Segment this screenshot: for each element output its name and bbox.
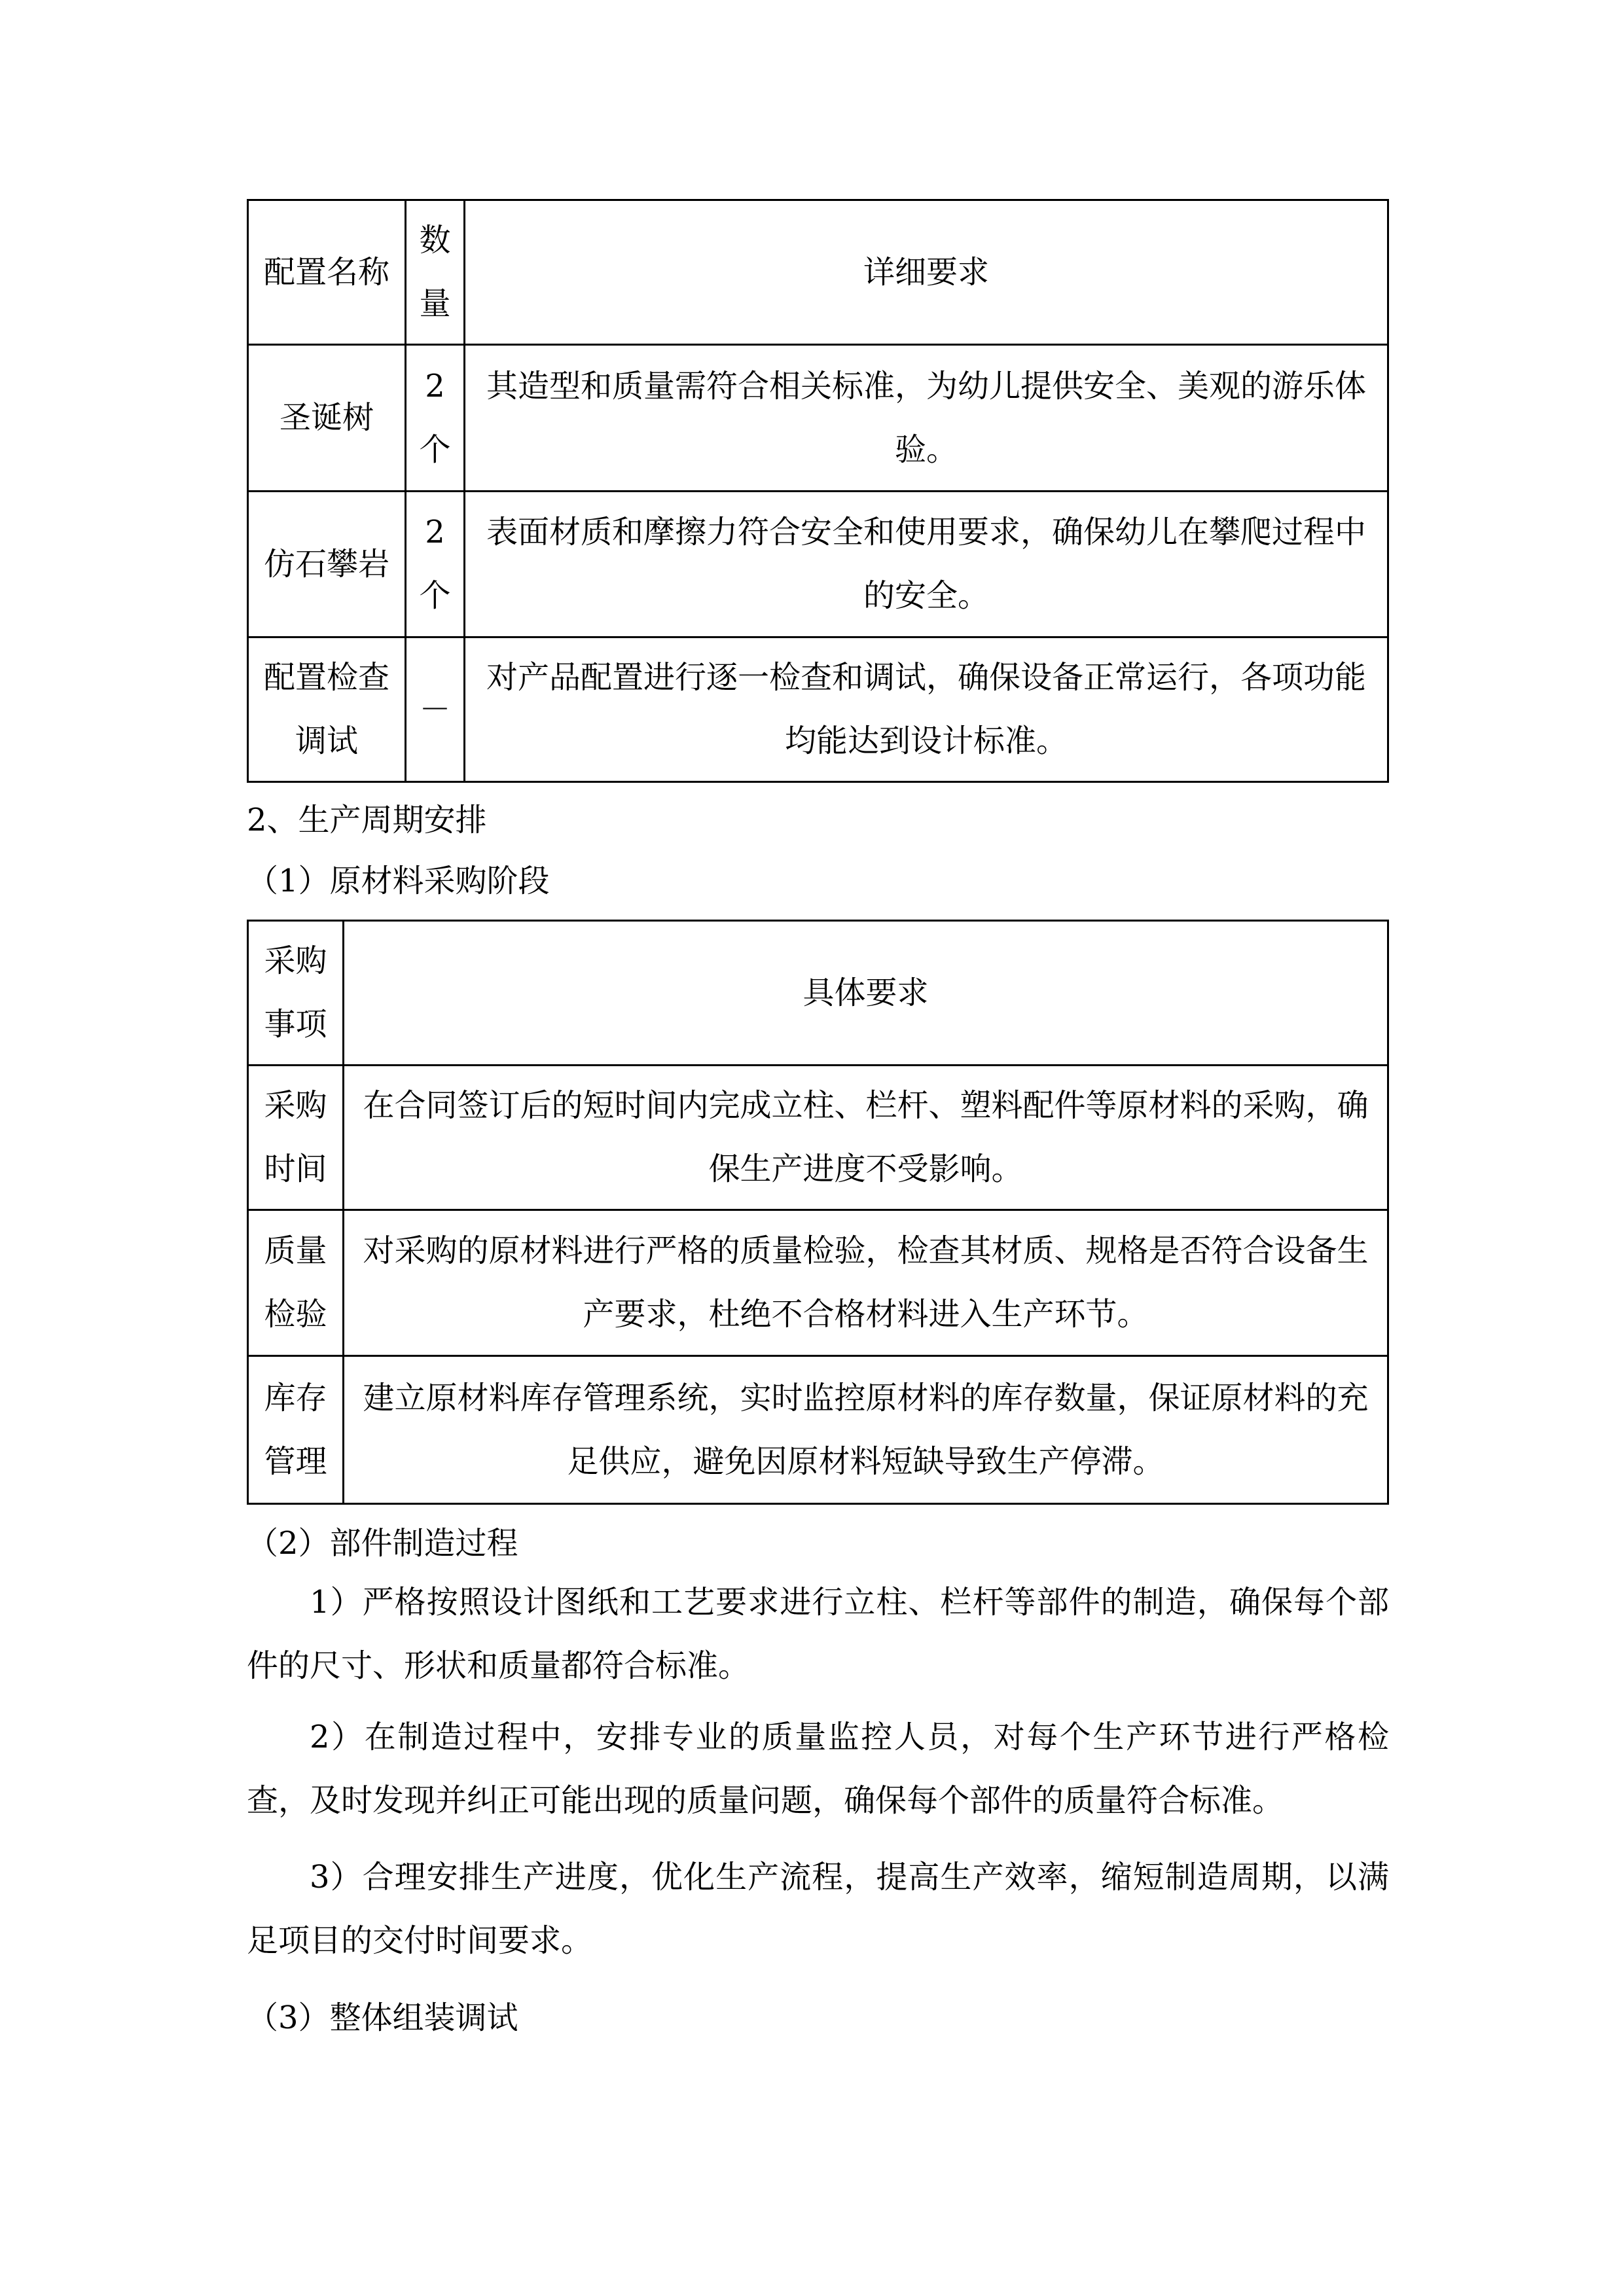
cell-requirement: 对产品配置进行逐一检查和调试，确保设备正常运行，各项功能均能达到设计标准。 (465, 637, 1388, 782)
cell-item: 采购时间 (248, 1066, 344, 1210)
cell-name: 配置检查调试 (248, 637, 406, 782)
paragraph: 2）在制造过程中，安排专业的质量监控人员，对每个生产环节进行严格检查，及时发现并纠正可能出现的质量问题，确保每个部件的质量符合标准。 (247, 1719, 1389, 1819)
cell-requirement: 建立原材料库存管理系统，实时监控原材料的库存数量，保证原材料的充足供应，避免因原材料短缺导致生产停滞。 (344, 1356, 1388, 1504)
header-config-name: 配置名称 (248, 200, 406, 345)
cell-name: 圣诞树 (248, 345, 406, 492)
cell-requirement: 表面材质和摩擦力符合安全和使用要求，确保幼儿在攀爬过程中的安全。 (465, 492, 1388, 637)
cell-quantity: － (406, 637, 465, 782)
cell-item: 质量检验 (248, 1210, 344, 1356)
table-row (248, 1210, 1388, 1356)
subsection-heading: （1）原材料采购阶段 (247, 863, 550, 899)
cell-requirement: 对采购的原材料进行严格的质量检验，检查其材质、规格是否符合设备生产要求，杜绝不合格材料进入生产环节。 (344, 1210, 1388, 1356)
cell-item: 库存管理 (248, 1356, 344, 1504)
header-item: 采购事项 (248, 921, 344, 1066)
procurement-table (247, 920, 1389, 1505)
table-row (248, 492, 1388, 637)
section-heading: 2、生产周期安排 (247, 802, 487, 838)
header-quantity: 数量 (406, 200, 465, 345)
paragraph: 1）严格按照设计图纸和工艺要求进行立柱、栏杆等部件的制造，确保每个部件的尺寸、形状和质量都符合标准。 (247, 1584, 1389, 1684)
cell-quantity: 2个 (406, 492, 465, 637)
subsection-heading: （2）部件制造过程 (247, 1525, 518, 1562)
table-row (248, 1066, 1388, 1210)
table-row (248, 637, 1388, 782)
paragraph: 3）合理安排生产进度，优化生产流程，提高生产效率，缩短制造周期，以满足项目的交付时间要求。 (247, 1859, 1389, 1959)
subsection-heading: （3）整体组装调试 (247, 2000, 518, 2036)
cell-requirement: 其造型和质量需符合相关标准，为幼儿提供安全、美观的游乐体验。 (465, 345, 1388, 492)
cell-quantity: 2个 (406, 345, 465, 492)
cell-requirement: 在合同签订后的短时间内完成立柱、栏杆、塑料配件等原材料的采购，确保生产进度不受影响。 (344, 1066, 1388, 1210)
table-header-row (248, 921, 1388, 1066)
configuration-table (247, 199, 1389, 783)
table-header-row (248, 200, 1388, 345)
header-requirements: 详细要求 (465, 200, 1388, 345)
cell-name: 仿石攀岩 (248, 492, 406, 637)
table-row (248, 345, 1388, 492)
table-row (248, 1356, 1388, 1504)
header-requirements: 具体要求 (344, 921, 1388, 1066)
